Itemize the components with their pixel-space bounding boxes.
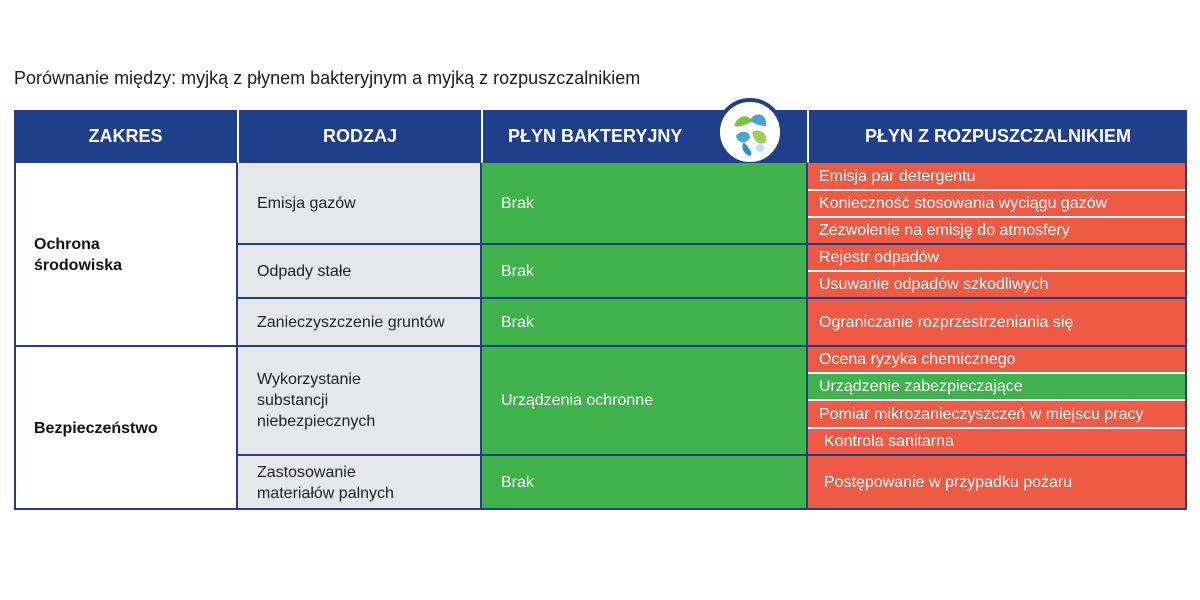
divider: [807, 399, 1187, 401]
header-zakres: ZAKRES: [14, 110, 237, 163]
divider: [806, 163, 808, 510]
divider: [237, 454, 1187, 456]
bact-zanieczyszczenie-gruntow: Brak: [481, 298, 807, 346]
solv-item: Urządzenie zabezpieczające: [807, 373, 1187, 400]
type-zanieczyszczenie-gruntow: Zanieczyszczenie gruntów: [237, 298, 481, 346]
solv-item: Emisja par detergentu: [807, 163, 1187, 190]
header-plyn-rozpuszczalnik: PŁYN Z ROZPUSZCZALNIKIEM: [807, 110, 1187, 163]
solv-item: Ograniczanie rozprzestrzeniania się: [807, 298, 1187, 346]
solv-item: Zezwolenie na emisję do atmosfery: [807, 217, 1187, 244]
divider: [807, 189, 1187, 191]
header-plyn-bakteryjny: PŁYN BAKTERYJNY: [481, 110, 807, 163]
divider: [237, 243, 1187, 245]
bact-odpady-stale: Brak: [481, 244, 807, 298]
type-odpady-stale: Odpady stałe: [237, 244, 481, 298]
divider: [807, 270, 1187, 272]
comparison-table: [14, 110, 1187, 510]
solv-item: Pomiar mikrozanieczyszczeń w miejscu pracy: [807, 400, 1187, 428]
divider: [14, 345, 1187, 347]
divider: [1185, 163, 1187, 510]
divider: [807, 216, 1187, 218]
solv-item: Postępowanie w przypadku pożaru: [807, 455, 1187, 510]
divider: [14, 508, 1187, 510]
solv-item: Ocena ryzyka chemicznego: [807, 346, 1187, 373]
divider: [807, 427, 1187, 429]
page-title: Porównanie między: myjką z płynem bakteryjnym a myjką z rozpuszczalnikiem: [14, 68, 641, 88]
leaves-drops-icon: [716, 98, 784, 166]
bact-materialy-palne: Brak: [481, 455, 807, 510]
solv-item: Usuwanie odpadów szkodliwych: [807, 271, 1187, 298]
bact-emisja-gazow: Brak: [481, 163, 807, 244]
type-materialy-palne: Zastosowanie materiałów palnych: [237, 455, 481, 510]
header-rodzaj: RODZAJ: [237, 110, 481, 163]
divider: [237, 297, 1187, 299]
solv-item: Kontrola sanitarna: [807, 428, 1187, 455]
solv-item: Konieczność stosowania wyciągu gazów: [807, 190, 1187, 217]
scope-bezpieczenstwo: Bezpieczeństwo: [14, 346, 237, 510]
bact-substancje-niebezpieczne: Urządzenia ochronne: [481, 346, 807, 455]
type-emisja-gazow: Emisja gazów: [237, 163, 481, 244]
type-substancje-niebezpieczne: Wykorzystanie substancji niebezpiecznych: [237, 346, 481, 455]
divider: [14, 163, 16, 510]
divider: [236, 163, 238, 510]
divider: [807, 372, 1187, 374]
divider: [480, 163, 482, 510]
scope-ochrona-srodowiska: Ochrona środowiska: [14, 163, 237, 346]
solv-item: Rejestr odpadów: [807, 244, 1187, 271]
